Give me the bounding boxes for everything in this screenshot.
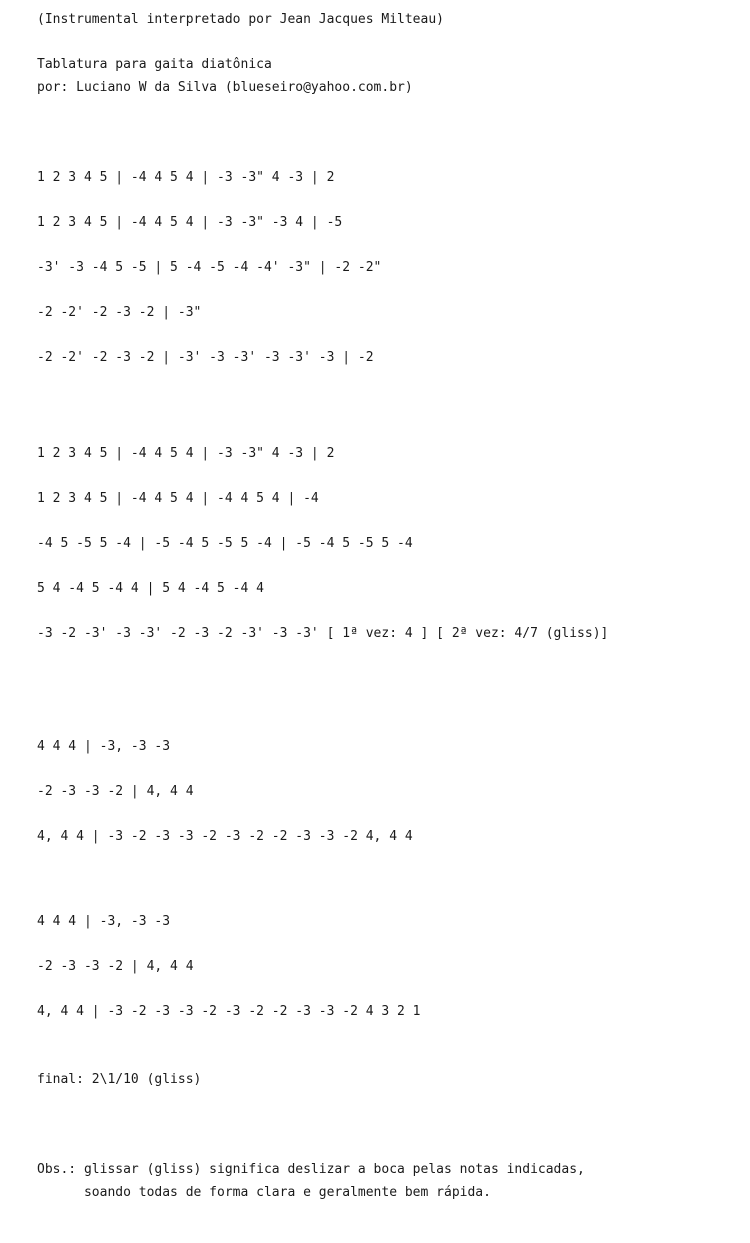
tab-line: -3 -2 -3' -3 -3' -2 -3 -2 -3' -3 -3' [ 1ª vez: 4 ] [ 2ª vez: 4/7 (gliss)] <box>37 626 609 641</box>
tab-line: 4, 4 4 | -3 -2 -3 -3 -2 -3 -2 -2 -3 -3 -2 4, 4 4 <box>37 829 413 844</box>
tab-line: -2 -3 -3 -2 | 4, 4 4 <box>37 959 194 974</box>
tab-type-line: Tablatura para gaita diatônica <box>37 57 272 72</box>
tab-line: -2 -2' -2 -3 -2 | -3' -3 -3' -3 -3' -3 | -2 <box>37 350 374 365</box>
tab-line: -2 -3 -3 -2 | 4, 4 4 <box>37 784 194 799</box>
tab-line: -2 -2' -2 -3 -2 | -3" <box>37 305 202 320</box>
tab-line: 4 4 4 | -3, -3 -3 <box>37 739 171 754</box>
final-line: final: 2\1/10 (gliss) <box>37 1072 202 1087</box>
tab-line: 1 2 3 4 5 | -4 4 5 4 | -4 4 5 4 | -4 <box>37 491 319 506</box>
tab-line: -4 5 -5 5 -4 | -5 -4 5 -5 5 -4 | -5 -4 5 -5 5 -4 <box>37 536 413 551</box>
tab-line: -3' -3 -4 5 -5 | 5 -4 -5 -4 -4' -3" | -2 -2" <box>37 260 382 275</box>
credit-line: (Instrumental interpretado por Jean Jacques Milteau) <box>37 12 444 27</box>
note-line-1: Obs.: glissar (gliss) significa deslizar a boca pelas notas indicadas, <box>37 1162 585 1177</box>
tab-line: 1 2 3 4 5 | -4 4 5 4 | -3 -3" -3 4 | -5 <box>37 215 343 230</box>
tab-line: 4, 4 4 | -3 -2 -3 -3 -2 -3 -2 -2 -3 -3 -2 4 3 2 1 <box>37 1004 421 1019</box>
tab-line: 5 4 -4 5 -4 4 | 5 4 -4 5 -4 4 <box>37 581 264 596</box>
tab-line: 4 4 4 | -3, -3 -3 <box>37 914 171 929</box>
author-line: por: Luciano W da Silva (blueseiro@yahoo.com.br) <box>37 80 413 95</box>
tab-line: 1 2 3 4 5 | -4 4 5 4 | -3 -3" 4 -3 | 2 <box>37 446 335 461</box>
note-line-2: soando todas de forma clara e geralmente bem rápida. <box>37 1185 491 1200</box>
tab-line: 1 2 3 4 5 | -4 4 5 4 | -3 -3" 4 -3 | 2 <box>37 170 335 185</box>
